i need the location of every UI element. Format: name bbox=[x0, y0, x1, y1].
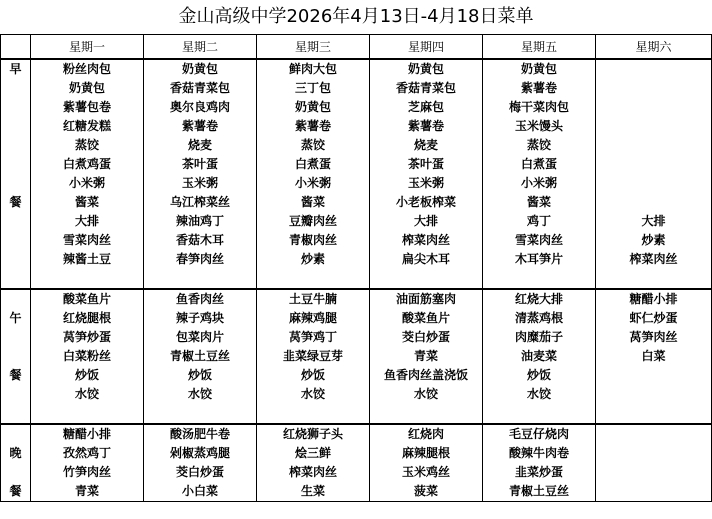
dish-cell: 榨菜肉丝 bbox=[370, 231, 483, 250]
dish-cell: 芝麻包 bbox=[370, 98, 483, 117]
dish-cell: 剁椒蒸鸡腿 bbox=[144, 444, 257, 463]
day-header: 星期一 bbox=[31, 35, 144, 60]
dish-cell: 炒饭 bbox=[144, 366, 257, 385]
menu-row bbox=[1, 155, 712, 174]
dish-cell: 茶叶蛋 bbox=[370, 155, 483, 174]
meal-label bbox=[1, 289, 31, 309]
dish-cell bbox=[596, 482, 712, 502]
dish-cell: 蒸饺 bbox=[483, 136, 596, 155]
meal-label bbox=[1, 385, 31, 404]
dish-cell: 紫薯卷 bbox=[144, 117, 257, 136]
dish-cell bbox=[596, 59, 712, 79]
dish-cell: 油面筋塞肉 bbox=[370, 289, 483, 309]
dish-cell: 水饺 bbox=[483, 385, 596, 404]
dish-cell: 雪菜肉丝 bbox=[31, 231, 144, 250]
dish-cell: 竹笋肉丝 bbox=[31, 463, 144, 482]
dish-cell: 茭白炒蛋 bbox=[370, 328, 483, 347]
meal-label: 午 bbox=[1, 309, 31, 328]
dish-cell: 炒饭 bbox=[31, 366, 144, 385]
dish-cell bbox=[596, 79, 712, 98]
dish-cell: 三丁包 bbox=[257, 79, 370, 98]
dish-cell bbox=[596, 424, 712, 444]
menu-row bbox=[1, 250, 712, 269]
meal-label: 餐 bbox=[1, 482, 31, 502]
dish-cell bbox=[596, 117, 712, 136]
dish-cell: 紫薯卷 bbox=[257, 117, 370, 136]
dish-cell bbox=[596, 174, 712, 193]
meal-label bbox=[1, 404, 31, 424]
dish-cell: 青椒肉丝 bbox=[257, 231, 370, 250]
dish-cell bbox=[31, 404, 144, 424]
dish-cell bbox=[483, 269, 596, 289]
dish-cell: 香菇青菜包 bbox=[370, 79, 483, 98]
dish-cell: 香菇青菜包 bbox=[144, 79, 257, 98]
dish-cell: 玉米粥 bbox=[144, 174, 257, 193]
dish-cell: 紫薯卷 bbox=[370, 117, 483, 136]
dish-cell: 麻辣腿根 bbox=[370, 444, 483, 463]
dish-cell bbox=[596, 385, 712, 404]
dish-cell: 乌江榨菜丝 bbox=[144, 193, 257, 212]
meal-label bbox=[1, 269, 31, 289]
dish-cell: 白煮鸡蛋 bbox=[31, 155, 144, 174]
dish-cell: 榨菜肉丝 bbox=[596, 250, 712, 269]
dish-cell: 春笋肉丝 bbox=[144, 250, 257, 269]
dish-cell: 大排 bbox=[596, 212, 712, 231]
dish-cell bbox=[596, 404, 712, 424]
dish-cell: 大排 bbox=[370, 212, 483, 231]
menu-row bbox=[1, 117, 712, 136]
menu-row bbox=[1, 79, 712, 98]
header-row bbox=[1, 35, 712, 60]
dish-cell: 蒸饺 bbox=[31, 136, 144, 155]
dish-cell: 青椒土豆丝 bbox=[144, 347, 257, 366]
dish-cell: 玉米馒头 bbox=[483, 117, 596, 136]
dish-cell: 奥尔良鸡肉 bbox=[144, 98, 257, 117]
dish-cell: 水饺 bbox=[31, 385, 144, 404]
dish-cell bbox=[596, 193, 712, 212]
dish-cell bbox=[257, 269, 370, 289]
dish-cell: 糖醋小排 bbox=[31, 424, 144, 444]
dish-cell: 小米粥 bbox=[257, 174, 370, 193]
dish-cell bbox=[370, 404, 483, 424]
dish-cell: 蒸饺 bbox=[257, 136, 370, 155]
dish-cell: 茭白炒蛋 bbox=[144, 463, 257, 482]
menu-row bbox=[1, 366, 712, 385]
dish-cell: 小米粥 bbox=[31, 174, 144, 193]
dish-cell bbox=[596, 98, 712, 117]
meal-label bbox=[1, 98, 31, 117]
dish-cell bbox=[596, 269, 712, 289]
dish-cell: 酸汤肥牛卷 bbox=[144, 424, 257, 444]
menu-row bbox=[1, 136, 712, 155]
meal-label bbox=[1, 463, 31, 482]
meal-label bbox=[1, 328, 31, 347]
dish-cell: 烧麦 bbox=[144, 136, 257, 155]
dish-cell: 红烧狮子头 bbox=[257, 424, 370, 444]
dish-cell: 烧麦 bbox=[370, 136, 483, 155]
dish-cell bbox=[483, 404, 596, 424]
dish-cell: 红烧腿根 bbox=[31, 309, 144, 328]
dish-cell: 莴笋炒蛋 bbox=[31, 328, 144, 347]
dish-cell: 鲜肉大包 bbox=[257, 59, 370, 79]
meal-label: 晚 bbox=[1, 444, 31, 463]
day-header: 星期二 bbox=[144, 35, 257, 60]
dish-cell: 玉米粥 bbox=[370, 174, 483, 193]
dish-cell: 紫薯卷 bbox=[483, 79, 596, 98]
dish-cell: 包菜肉片 bbox=[144, 328, 257, 347]
dish-cell bbox=[257, 404, 370, 424]
dish-cell: 鱼香肉丝盖浇饭 bbox=[370, 366, 483, 385]
dish-cell: 虾仁炒蛋 bbox=[596, 309, 712, 328]
menu-row bbox=[1, 212, 712, 231]
dish-cell: 油麦菜 bbox=[483, 347, 596, 366]
corner-cell bbox=[1, 35, 31, 60]
dish-cell: 榨菜肉丝 bbox=[257, 463, 370, 482]
day-header: 星期六 bbox=[596, 35, 712, 60]
dish-cell: 红烧肉 bbox=[370, 424, 483, 444]
dish-cell: 土豆牛腩 bbox=[257, 289, 370, 309]
dish-cell bbox=[596, 444, 712, 463]
dish-cell: 炒素 bbox=[596, 231, 712, 250]
dish-cell: 酱菜 bbox=[257, 193, 370, 212]
menu-title: 金山高级中学2026年4月13日-4月18日菜单 bbox=[178, 6, 534, 27]
menu-row bbox=[1, 309, 712, 328]
dish-cell: 烩三鲜 bbox=[257, 444, 370, 463]
menu-row bbox=[1, 328, 712, 347]
menu-row bbox=[1, 347, 712, 366]
dish-cell: 青椒土豆丝 bbox=[483, 482, 596, 502]
dish-cell bbox=[596, 366, 712, 385]
dish-cell: 紫薯包卷 bbox=[31, 98, 144, 117]
dish-cell: 鱼香肉丝 bbox=[144, 289, 257, 309]
dish-cell: 大排 bbox=[31, 212, 144, 231]
dish-cell: 奶黄包 bbox=[370, 59, 483, 79]
dish-cell: 小米粥 bbox=[483, 174, 596, 193]
dish-cell: 青菜 bbox=[370, 347, 483, 366]
dish-cell: 雪菜肉丝 bbox=[483, 231, 596, 250]
menu-body bbox=[1, 59, 712, 502]
meal-label bbox=[1, 231, 31, 250]
menu-row bbox=[1, 424, 712, 444]
menu-row bbox=[1, 174, 712, 193]
dish-cell: 红糖发糕 bbox=[31, 117, 144, 136]
dish-cell: 麻辣鸡腿 bbox=[257, 309, 370, 328]
dish-cell: 小老板榨菜 bbox=[370, 193, 483, 212]
dish-cell: 酱菜 bbox=[483, 193, 596, 212]
menu-row bbox=[1, 463, 712, 482]
day-header: 星期三 bbox=[257, 35, 370, 60]
dish-cell: 粉丝肉包 bbox=[31, 59, 144, 79]
dish-cell: 糖醋小排 bbox=[596, 289, 712, 309]
dish-cell: 酸菜鱼片 bbox=[31, 289, 144, 309]
dish-cell: 水饺 bbox=[144, 385, 257, 404]
dish-cell: 莴笋鸡丁 bbox=[257, 328, 370, 347]
dish-cell bbox=[144, 269, 257, 289]
dish-cell: 香菇木耳 bbox=[144, 231, 257, 250]
dish-cell: 白煮蛋 bbox=[483, 155, 596, 174]
menu-row bbox=[1, 385, 712, 404]
dish-cell: 酸菜鱼片 bbox=[370, 309, 483, 328]
meal-label bbox=[1, 174, 31, 193]
menu-row bbox=[1, 193, 712, 212]
dish-cell bbox=[31, 269, 144, 289]
dish-cell: 辣子鸡块 bbox=[144, 309, 257, 328]
dish-cell: 鸡丁 bbox=[483, 212, 596, 231]
dish-cell: 韭菜绿豆芽 bbox=[257, 347, 370, 366]
meal-label bbox=[1, 212, 31, 231]
dish-cell: 莴笋肉丝 bbox=[596, 328, 712, 347]
dish-cell: 奶黄包 bbox=[31, 79, 144, 98]
menu-row bbox=[1, 269, 712, 289]
dish-cell: 木耳笋片 bbox=[483, 250, 596, 269]
dish-cell: 辣油鸡丁 bbox=[144, 212, 257, 231]
dish-cell: 炒饭 bbox=[483, 366, 596, 385]
dish-cell: 炒饭 bbox=[257, 366, 370, 385]
dish-cell: 白煮蛋 bbox=[257, 155, 370, 174]
dish-cell: 酸辣牛肉卷 bbox=[483, 444, 596, 463]
dish-cell: 奶黄包 bbox=[257, 98, 370, 117]
meal-label bbox=[1, 347, 31, 366]
dish-cell: 小白菜 bbox=[144, 482, 257, 502]
dish-cell: 梅干菜肉包 bbox=[483, 98, 596, 117]
meal-label bbox=[1, 424, 31, 444]
dish-cell bbox=[144, 404, 257, 424]
dish-cell: 生菜 bbox=[257, 482, 370, 502]
dish-cell: 扁尖木耳 bbox=[370, 250, 483, 269]
dish-cell: 红烧大排 bbox=[483, 289, 596, 309]
dish-cell: 玉米鸡丝 bbox=[370, 463, 483, 482]
dish-cell: 奶黄包 bbox=[144, 59, 257, 79]
dish-cell: 清蒸鸡根 bbox=[483, 309, 596, 328]
dish-cell: 炒素 bbox=[257, 250, 370, 269]
meal-label bbox=[1, 155, 31, 174]
dish-cell: 韭菜炒蛋 bbox=[483, 463, 596, 482]
menu-row bbox=[1, 482, 712, 502]
menu-row bbox=[1, 444, 712, 463]
menu-row bbox=[1, 98, 712, 117]
day-header: 星期四 bbox=[370, 35, 483, 60]
menu-row bbox=[1, 231, 712, 250]
menu-row bbox=[1, 404, 712, 424]
meal-label bbox=[1, 136, 31, 155]
dish-cell bbox=[370, 269, 483, 289]
day-header: 星期五 bbox=[483, 35, 596, 60]
menu-row bbox=[1, 59, 712, 79]
dish-cell: 水饺 bbox=[257, 385, 370, 404]
meal-label: 早 bbox=[1, 59, 31, 79]
dish-cell: 茶叶蛋 bbox=[144, 155, 257, 174]
dish-cell: 奶黄包 bbox=[483, 59, 596, 79]
dish-cell: 白菜粉丝 bbox=[31, 347, 144, 366]
dish-cell: 辣酱土豆 bbox=[31, 250, 144, 269]
meal-label: 餐 bbox=[1, 193, 31, 212]
dish-cell: 酱菜 bbox=[31, 193, 144, 212]
meal-label bbox=[1, 79, 31, 98]
dish-cell bbox=[596, 155, 712, 174]
dish-cell bbox=[596, 136, 712, 155]
dish-cell: 孜然鸡丁 bbox=[31, 444, 144, 463]
dish-cell: 菠菜 bbox=[370, 482, 483, 502]
dish-cell: 青菜 bbox=[31, 482, 144, 502]
menu-table bbox=[0, 34, 712, 502]
dish-cell: 豆瓣肉丝 bbox=[257, 212, 370, 231]
meal-label: 餐 bbox=[1, 366, 31, 385]
meal-label bbox=[1, 117, 31, 136]
meal-label bbox=[1, 250, 31, 269]
menu-row bbox=[1, 289, 712, 309]
dish-cell: 白菜 bbox=[596, 347, 712, 366]
dish-cell: 毛豆仔烧肉 bbox=[483, 424, 596, 444]
dish-cell: 水饺 bbox=[370, 385, 483, 404]
dish-cell bbox=[596, 463, 712, 482]
dish-cell: 肉糜茄子 bbox=[483, 328, 596, 347]
